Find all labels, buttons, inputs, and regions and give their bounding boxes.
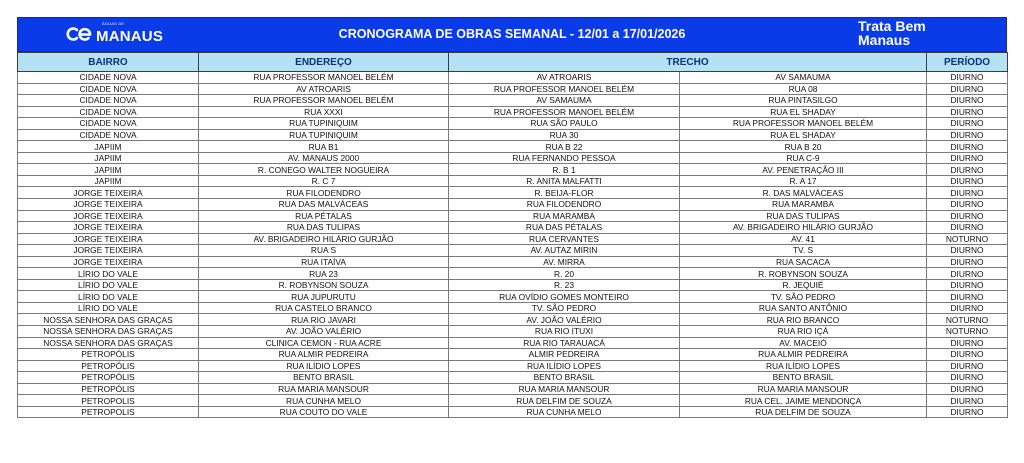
cell-endereco: AV. MANAUS 2000 — [199, 152, 449, 164]
cell-trecho-from: R. B 1 — [449, 164, 680, 176]
cell-trecho-to: RUA EL SHADAY — [680, 129, 927, 141]
table-row — [18, 210, 1008, 222]
cell-bairro: JAPIIM — [18, 164, 199, 176]
cell-endereco: RUA TUPINIQUIM — [199, 118, 449, 130]
cell-trecho-from: RUA MARIA MANSOUR — [449, 383, 680, 395]
cell-trecho-to: RUA ALMIR PEDREIRA — [680, 349, 927, 361]
cell-bairro: PETROPÓLIS — [18, 360, 199, 372]
cell-trecho-from: R. BEIJA-FLOR — [449, 187, 680, 199]
cell-bairro: NOSSA SENHORA DAS GRAÇAS — [18, 326, 199, 338]
cell-trecho-to: AV SAMAUMA — [680, 72, 927, 84]
cell-trecho-from: RUA DAS PÉTALAS — [449, 222, 680, 234]
cell-trecho-to: RUA SACACA — [680, 256, 927, 268]
schedule-sheet — [17, 17, 1007, 418]
cell-periodo: DIURNO — [927, 256, 1008, 268]
cell-periodo: DIURNO — [927, 349, 1008, 361]
cell-periodo: DIURNO — [927, 279, 1008, 291]
cell-bairro: CIDADE NOVA — [18, 129, 199, 141]
cell-periodo: DIURNO — [927, 291, 1008, 303]
cell-periodo: DIURNO — [927, 406, 1008, 418]
cell-periodo: DIURNO — [927, 337, 1008, 349]
cell-bairro: PETROPOLIS — [18, 395, 199, 407]
cell-endereco: R. CONEGO WALTER NOGUEIRA — [199, 164, 449, 176]
table-row — [18, 395, 1008, 407]
cell-trecho-to: BENTO BRASIL — [680, 372, 927, 384]
cell-periodo: DIURNO — [927, 152, 1008, 164]
cell-endereco: AV. BRIGADEIRO HILÁRIO GURJÃO — [199, 233, 449, 245]
cell-periodo: DIURNO — [927, 268, 1008, 280]
cell-trecho-to: RUA MARIA MANSOUR — [680, 383, 927, 395]
trata-bem-manaus-logo — [858, 19, 968, 47]
table-row — [18, 233, 1008, 245]
cell-bairro: PETROPOLIS — [18, 406, 199, 418]
cell-periodo: DIURNO — [927, 141, 1008, 153]
cell-bairro: NOSSA SENHORA DAS GRAÇAS — [18, 314, 199, 326]
cell-trecho-to: AV. 41 — [680, 233, 927, 245]
works-schedule-table — [17, 52, 1008, 418]
cell-endereco: RUA PÉTALAS — [199, 210, 449, 222]
cell-trecho-to: AV. PENETRAÇÃO III — [680, 164, 927, 176]
cell-bairro: LÍRIO DO VALE — [18, 291, 199, 303]
cell-bairro: LÍRIO DO VALE — [18, 279, 199, 291]
cell-trecho-from: AV SAMAUMA — [449, 95, 680, 107]
cell-trecho-from: R. 20 — [449, 268, 680, 280]
table-row — [18, 95, 1008, 107]
cell-trecho-from: AV. AUTAZ MIRIN — [449, 245, 680, 257]
cell-endereco: RUA COUTO DO VALE — [199, 406, 449, 418]
cell-periodo: DIURNO — [927, 129, 1008, 141]
cell-endereco: RUA XXXI — [199, 106, 449, 118]
table-row — [18, 337, 1008, 349]
cell-trecho-to: RUA ILÍDIO LOPES — [680, 360, 927, 372]
table-row — [18, 302, 1008, 314]
cell-bairro: JORGE TEIXEIRA — [18, 233, 199, 245]
cell-endereco: RUA MARIA MANSOUR — [199, 383, 449, 395]
cell-bairro: CIDADE NOVA — [18, 72, 199, 84]
logo-line-2: Manaus — [858, 32, 911, 48]
cell-endereco: RUA 23 — [199, 268, 449, 280]
cell-endereco: RUA DAS TULIPAS — [199, 222, 449, 234]
cell-trecho-to: R. DAS MALVÁCEAS — [680, 187, 927, 199]
cell-bairro: JORGE TEIXEIRA — [18, 222, 199, 234]
cell-periodo: DIURNO — [927, 383, 1008, 395]
cell-trecho-to: R. A 17 — [680, 175, 927, 187]
cell-periodo: DIURNO — [927, 106, 1008, 118]
table-row — [18, 72, 1008, 84]
cell-bairro: JORGE TEIXEIRA — [18, 245, 199, 257]
cell-endereco: CLINICA CEMON - RUA ACRE — [199, 337, 449, 349]
table-row — [18, 268, 1008, 280]
cell-trecho-from: RUA CERVANTES — [449, 233, 680, 245]
cell-periodo: DIURNO — [927, 395, 1008, 407]
cell-trecho-to: TV. S — [680, 245, 927, 257]
cell-periodo: NOTURNO — [927, 326, 1008, 338]
cell-trecho-to: RUA PINTASILGO — [680, 95, 927, 107]
table-row — [18, 360, 1008, 372]
cell-endereco: RUA TUPINIQUIM — [199, 129, 449, 141]
cell-bairro: JAPIIM — [18, 152, 199, 164]
cell-periodo: DIURNO — [927, 372, 1008, 384]
table-row — [18, 83, 1008, 95]
cell-periodo: DIURNO — [927, 83, 1008, 95]
table-row — [18, 256, 1008, 268]
logo-line-1: Trata Bem — [858, 18, 926, 34]
cell-bairro: CIDADE NOVA — [18, 106, 199, 118]
cell-trecho-to: RUA 08 — [680, 83, 927, 95]
cell-trecho-from: RUA FERNANDO PESSOA — [449, 152, 680, 164]
cell-trecho-from: RUA ILÍDIO LOPES — [449, 360, 680, 372]
cell-trecho-from: RUA SÃO PAULO — [449, 118, 680, 130]
cell-trecho-from: AV. MIRRA — [449, 256, 680, 268]
cell-bairro: PETROPÓLIS — [18, 349, 199, 361]
cell-endereco: RUA RIO JAVARI — [199, 314, 449, 326]
cell-trecho-from: RUA DELFIM DE SOUZA — [449, 395, 680, 407]
cell-trecho-to: RUA RIO BRANCO — [680, 314, 927, 326]
cell-periodo: DIURNO — [927, 210, 1008, 222]
cell-trecho-to: RUA CEL. JAIME MENDONÇA — [680, 395, 927, 407]
cell-periodo: DIURNO — [927, 360, 1008, 372]
cell-bairro: LÍRIO DO VALE — [18, 268, 199, 280]
logo-brand: MANAUS — [96, 28, 164, 45]
cell-trecho-to: RUA MARAMBA — [680, 199, 927, 211]
cell-trecho-to: RUA EL SHADAY — [680, 106, 927, 118]
cell-endereco: RUA ITAÍVA — [199, 256, 449, 268]
cell-endereco: RUA ALMIR PEDREIRA — [199, 349, 449, 361]
cell-trecho-from: ALMIR PEDREIRA — [449, 349, 680, 361]
cell-endereco: R. ROBYNSON SOUZA — [199, 279, 449, 291]
cell-endereco: R. C 7 — [199, 175, 449, 187]
cell-trecho-to: RUA DELFIM DE SOUZA — [680, 406, 927, 418]
cell-bairro: JAPIIM — [18, 175, 199, 187]
table-row — [18, 199, 1008, 211]
table-row — [18, 406, 1008, 418]
cell-endereco: RUA DAS MALVÁCEAS — [199, 199, 449, 211]
cell-periodo: DIURNO — [927, 199, 1008, 211]
cell-trecho-to: AV. MACEIÓ — [680, 337, 927, 349]
cell-endereco: AV. JOÃO VALÉRIO — [199, 326, 449, 338]
cell-trecho-from: RUA B 22 — [449, 141, 680, 153]
table-row — [18, 152, 1008, 164]
cell-trecho-from: BENTO BRASIL — [449, 372, 680, 384]
cell-periodo: NOTURNO — [927, 233, 1008, 245]
cell-trecho-to: AV. BRIGADEIRO HILÁRIO GURJÃO — [680, 222, 927, 234]
cell-trecho-from: RUA PROFESSOR MANOEL BELÉM — [449, 106, 680, 118]
cell-trecho-from: RUA 30 — [449, 129, 680, 141]
cell-periodo: NOTURNO — [927, 314, 1008, 326]
cell-trecho-to: R. ROBYNSON SOUZA — [680, 268, 927, 280]
cell-trecho-from: R. 23 — [449, 279, 680, 291]
cell-bairro: JORGE TEIXEIRA — [18, 256, 199, 268]
cell-endereco: RUA B1 — [199, 141, 449, 153]
cell-endereco: RUA CUNHA MELO — [199, 395, 449, 407]
cell-bairro: CIDADE NOVA — [18, 95, 199, 107]
cell-bairro: CIDADE NOVA — [18, 83, 199, 95]
cell-periodo: DIURNO — [927, 95, 1008, 107]
column-header-periodo: PERÍODO — [927, 53, 1008, 72]
cell-bairro: NOSSA SENHORA DAS GRAÇAS — [18, 337, 199, 349]
cell-periodo: DIURNO — [927, 245, 1008, 257]
table-row — [18, 245, 1008, 257]
cell-trecho-to: RUA SANTO ANTÔNIO — [680, 302, 927, 314]
cell-trecho-to: RUA B 20 — [680, 141, 927, 153]
cell-trecho-from: AV ATROARIS — [449, 72, 680, 84]
cell-bairro: JAPIIM — [18, 141, 199, 153]
cell-periodo: DIURNO — [927, 175, 1008, 187]
table-row — [18, 187, 1008, 199]
table-row — [18, 129, 1008, 141]
table-row — [18, 326, 1008, 338]
cell-trecho-from: TV. SÃO PEDRO — [449, 302, 680, 314]
table-header-row — [18, 53, 1008, 72]
table-row — [18, 279, 1008, 291]
cell-endereco: RUA JUPURUTU — [199, 291, 449, 303]
table-row — [18, 314, 1008, 326]
cell-endereco: RUA PROFESSOR MANOEL BELÉM — [199, 72, 449, 84]
cell-bairro: PETROPÓLIS — [18, 372, 199, 384]
cell-trecho-to: RUA PROFESSOR MANOEL BELÉM — [680, 118, 927, 130]
cell-trecho-from: RUA OVÍDIO GOMES MONTEIRO — [449, 291, 680, 303]
cell-bairro: PETROPÓLIS — [18, 383, 199, 395]
cell-endereco: AV ATROARIS — [199, 83, 449, 95]
cell-periodo: DIURNO — [927, 164, 1008, 176]
cell-bairro: JORGE TEIXEIRA — [18, 210, 199, 222]
cell-trecho-to: RUA DAS TULIPAS — [680, 210, 927, 222]
table-row — [18, 383, 1008, 395]
cell-trecho-from: RUA CUNHA MELO — [449, 406, 680, 418]
cell-endereco: RUA ILÍDIO LOPES — [199, 360, 449, 372]
table-body — [18, 72, 1008, 418]
cell-trecho-to: RUA C-9 — [680, 152, 927, 164]
table-row — [18, 118, 1008, 130]
cell-trecho-to: RUA RIO IÇÁ — [680, 326, 927, 338]
column-header-trecho: TRECHO — [449, 53, 927, 72]
cell-trecho-from: RUA MARAMBA — [449, 210, 680, 222]
table-row — [18, 106, 1008, 118]
table-row — [18, 141, 1008, 153]
cell-trecho-to: TV. SÃO PEDRO — [680, 291, 927, 303]
cell-trecho-to: R. JEQUIÉ — [680, 279, 927, 291]
cell-endereco: RUA PROFESSOR MANOEL BELÉM — [199, 95, 449, 107]
cell-periodo: DIURNO — [927, 222, 1008, 234]
cell-bairro: JORGE TEIXEIRA — [18, 199, 199, 211]
column-header-endereco: ENDEREÇO — [199, 53, 449, 72]
table-row — [18, 349, 1008, 361]
cell-periodo: DIURNO — [927, 302, 1008, 314]
column-header-bairro: BAIRRO — [18, 53, 199, 72]
cell-endereco: RUA CASTELO BRANCO — [199, 302, 449, 314]
cell-periodo: DIURNO — [927, 118, 1008, 130]
cell-periodo: DIURNO — [927, 187, 1008, 199]
cell-endereco: BENTO BRASIL — [199, 372, 449, 384]
cell-trecho-from: RUA FILODENDRO — [449, 199, 680, 211]
cell-endereco: RUA FILODENDRO — [199, 187, 449, 199]
cell-bairro: LÍRIO DO VALE — [18, 302, 199, 314]
cell-trecho-from: RUA PROFESSOR MANOEL BELÉM — [449, 83, 680, 95]
header-banner — [17, 17, 1007, 52]
cell-endereco: RUA S — [199, 245, 449, 257]
table-row — [18, 291, 1008, 303]
cell-trecho-from: R. ANITA MALFATTI — [449, 175, 680, 187]
logo-tagline: ÁGUAS DE — [102, 21, 125, 26]
cell-trecho-from: AV. JOÃO VALÉRIO — [449, 314, 680, 326]
table-row — [18, 164, 1008, 176]
cell-bairro: JORGE TEIXEIRA — [18, 187, 199, 199]
table-row — [18, 372, 1008, 384]
cell-trecho-from: RUA RIO TARAUACÁ — [449, 337, 680, 349]
cell-bairro: CIDADE NOVA — [18, 118, 199, 130]
table-row — [18, 175, 1008, 187]
cell-periodo: DIURNO — [927, 72, 1008, 84]
cell-trecho-from: RUA RIO ITUXI — [449, 326, 680, 338]
table-row — [18, 222, 1008, 234]
page-title: CRONOGRAMA DE OBRAS SEMANAL - 12/01 a 17/01/2026 — [338, 27, 686, 41]
